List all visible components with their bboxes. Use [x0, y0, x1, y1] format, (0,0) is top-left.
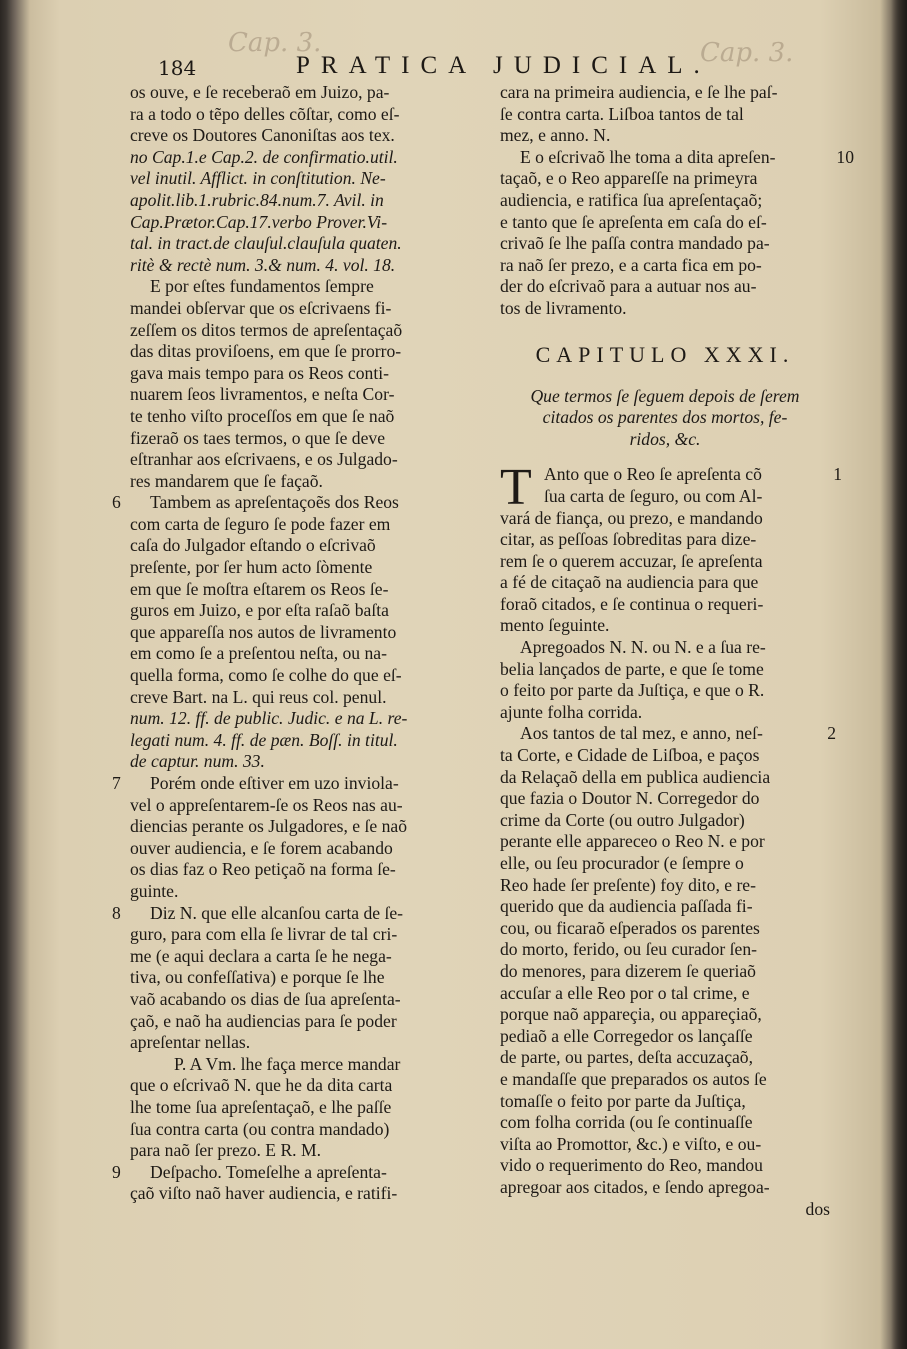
text-line: caſa do Julgador eſtando o eſcrivaõ: [130, 535, 376, 556]
text-line: çaõ viſto naõ haver audiencia, e ratifi-: [130, 1183, 398, 1204]
text-line: foraõ citados, e ſe continua o requeri-: [500, 593, 764, 614]
text-line: vará de fiança, ou prezo, e mandando: [500, 507, 763, 528]
text-line: rem ſe o querem accuzar, ſe apreſenta: [500, 550, 763, 571]
text-line: ta Corte, e Cidade de Liſboa, e paços: [500, 745, 760, 766]
text-line: da Relaçaõ della em publica audiencia: [500, 766, 771, 787]
text-line: mandei obſervar que os eſcrivaens fi-: [130, 297, 392, 318]
text-line: os ouve, e ſe receberaõ em Juizo, pa-: [130, 82, 390, 102]
text-line: creve os Doutores Canoniſtas aos tex.: [130, 125, 395, 146]
text-line: que o eſcrivaõ N. que he da dita carta: [130, 1075, 393, 1096]
chapter-subtitle: ridos, &c.: [629, 428, 701, 449]
text-line: apolit.lib.1.rubric.84.num.7. Avil. in: [130, 189, 384, 210]
catchword: dos: [805, 1198, 830, 1219]
text-line: Apregoados N. N. ou N. e a ſua re-: [520, 637, 766, 658]
text-line: preſente, por ſer hum acto ſòmente: [130, 557, 373, 578]
chapter-subtitle: citados os parentes dos mortos, fe-: [542, 407, 788, 428]
text-line: belia lançados de parte, e que ſe tome: [500, 658, 764, 679]
text-line: zeſſem os ditos termos de apreſentaçaõ: [130, 319, 403, 340]
text-line: vaõ acabando os dias de ſua apreſenta-: [130, 988, 401, 1009]
text-line: ritè & rectè num. 3.& num. 4. vol. 18.: [130, 254, 396, 275]
text-line: accuſar a elle Reo por o tal crime, e: [500, 982, 750, 1003]
margin-number: 2: [827, 723, 836, 744]
text-line: creve Bart. na L. qui reus col. penul.: [130, 686, 387, 707]
text-line: com carta de ſeguro ſe pode fazer em: [130, 513, 391, 534]
text-line: do menores, para dizerem ſe queriaõ: [500, 960, 756, 981]
text-line: tos de livramento.: [500, 297, 627, 318]
text-line: audiencia, e ratifica ſua apreſentaçaõ;: [500, 189, 763, 210]
text-line: vel o appreſentarem-ſe os Reos nas au-: [130, 794, 403, 815]
text-line: tiva, ou confeſſativa) e porque ſe lhe: [130, 967, 385, 988]
text-line: de captur. num. 33.: [130, 751, 265, 772]
margin-number: 8: [112, 902, 121, 923]
right-column: [500, 82, 854, 1220]
drop-cap: T: [500, 459, 532, 517]
text-line: gava mais tempo para os Reos conti-: [130, 362, 389, 383]
text-line: num. 12. ff. de public. Judic. e na L. re-: [130, 708, 408, 729]
left-column: [112, 82, 490, 1205]
text-line: citar, as peſſoas ſobreditas para dize-: [500, 529, 757, 550]
text-line: guinte.: [130, 880, 179, 901]
text-line: te tenho viſto proceſſos em que ſe naõ: [130, 405, 395, 426]
text-line: 6 Tambem as apreſentaçoẽs dos Reos: [112, 492, 399, 513]
page-edge-shadow: [891, 0, 907, 1349]
text-line: ſua carta de ſeguro, ou com Al-: [544, 485, 763, 506]
text-line: elle, ou ſeu procurador (e ſempre o: [500, 853, 744, 873]
text-line: Cap.Prætor.Cap.17.verbo Prover.Vi-: [130, 211, 388, 232]
text-line: fizeraõ os taes termos, o que ſe deve: [130, 427, 386, 448]
text-line: eſtranhar aos eſcrivaens, e os Julgado-: [130, 449, 398, 470]
text-line: e tanto que ſe apreſenta em caſa do eſ-: [500, 211, 767, 232]
text-line: res mandarem que ſe façaõ.: [130, 470, 323, 491]
text-line: mez, e anno. N.: [500, 125, 611, 146]
text-line: diencias perante os Julgadores, e ſe naõ: [130, 816, 407, 837]
text-line: ra naõ ſer prezo, e a carta fica em po-: [500, 254, 762, 275]
text-line: crime da Corte (ou outro Julgador): [500, 809, 745, 830]
margin-number: 1: [833, 464, 842, 485]
text-line: crivaõ ſe lhe paſſa contra mandado pa-: [500, 233, 770, 254]
text-line: nuarem ſeos livramentos, e neſta Cor-: [130, 384, 395, 405]
page-number: 184: [158, 56, 197, 80]
text-line: 9 Deſpacho. Tomeſelhe a apreſenta-: [112, 1161, 387, 1182]
chapter-heading: CAPITULO XXXI.: [535, 341, 795, 367]
text-line: vido o requerimento do Reo, mandou: [500, 1155, 763, 1176]
text-line: Anto que o Reo ſe apreſenta cõ 1: [544, 464, 842, 485]
text-line: mento ſeguinte.: [500, 615, 610, 636]
text-line: apregoar aos citados, e ſendo apregoa-: [500, 1176, 770, 1197]
running-title: PRATICA JUDICIAL.: [296, 52, 711, 79]
text-line: E por eſtes fundamentos ſempre: [150, 276, 374, 297]
text-line: apreſentar nellas.: [130, 1032, 251, 1053]
text-line: em que ſe moſtra eſtarem os Reos ſe-: [130, 578, 389, 599]
text-line: der do eſcrivaõ para a autuar nos au-: [500, 276, 757, 297]
text-line: viſta ao Promottor, &c.) e viſto, e ou-: [500, 1133, 762, 1154]
text-line: com folha corrida (ou ſe continuaſſe: [500, 1112, 753, 1133]
text-line: ra a todo o tẽpo delles cõſtar, como eſ-: [130, 103, 400, 124]
text-line: 8 Diz N. que elle alcanſou carta de ſe-: [112, 902, 404, 923]
text-line: me (e aqui declara a carta ſe he nega-: [130, 945, 392, 966]
text-line: guro, para com ella ſe livrar de tal cri-: [130, 924, 398, 945]
text-line: Aos tantos de tal mez, e anno, neſ- 2: [520, 723, 836, 744]
text-line: quella forma, como ſe colhe do que eſ-: [130, 665, 402, 686]
running-head: [158, 52, 837, 82]
text-line: cou, ou ficaraõ eſperados os parentes: [500, 917, 760, 938]
opening-paragraph: [500, 459, 842, 517]
text-line: perante elle appareceo o Reo N. e por: [500, 831, 765, 852]
text-line: o feito por parte da Juſtiça, e que o R.: [500, 680, 765, 701]
text-line: 7 Porém onde eſtiver em uzo inviola-: [112, 773, 399, 793]
text-line: vel inutil. Afflict. in conſtitution. Ne-: [130, 168, 386, 189]
text-line: para naõ ſer prezo. E R. M.: [130, 1140, 322, 1161]
ghost-marginalia-right: Cap. 3.: [700, 38, 794, 68]
ghost-marginalia-left: Cap. 3.: [228, 28, 322, 58]
text-line: Reo hade ſer preſente) foy dito, e re-: [500, 874, 756, 895]
text-line: legati num. 4. ff. de pæn. Boſſ. in titul.: [130, 729, 398, 750]
chapter-subtitle: Que termos ſe ſeguem depois de ſerem: [530, 385, 800, 406]
text-line: porque naõ appareçia, ou appareçiaõ,: [500, 1004, 762, 1025]
text-line: E o eſcrivaõ lhe toma a dita apreſen- 10: [520, 146, 854, 167]
spacer: [500, 450, 830, 464]
text-line: ſe contra carta. Liſboa tantos de tal: [500, 103, 744, 124]
margin-number: 6: [112, 492, 121, 513]
text-line: os dias faz o Reo petiçaõ na forma ſe-: [130, 859, 396, 880]
text-line: querido que da audiencia paſſada fi-: [500, 896, 753, 917]
text-line: das ditas proviſoens, em que ſe prorro-: [130, 341, 402, 362]
text-line: ajunte folha corrida.: [500, 701, 643, 722]
text-line: P. A Vm. lhe faça merce mandar: [174, 1053, 401, 1074]
text-line: a fé de citaçaõ na audiencia para que: [500, 572, 759, 593]
text-line: lhe tome ſua apreſentaçaõ, e lhe paſſe: [130, 1096, 392, 1117]
text-line: no Cap.1.e Cap.2. de confirmatio.util.: [130, 146, 398, 167]
text-line: guros em Juizo, e por eſta raſaõ baſta: [130, 600, 389, 621]
text-line: çaõ, e naõ ha audiencias para ſe poder: [130, 1010, 397, 1031]
text-line: de parte, ou partes, deſta accuzaçaõ,: [500, 1047, 754, 1068]
text-line: tal. in tract.de clauſul.clauſula quaten.: [130, 233, 402, 254]
text-line: do morto, ferido, ou ſeu curador ſen-: [500, 939, 757, 960]
text-line: ſua contra carta (ou contra mandado): [130, 1118, 390, 1139]
margin-number: 10: [836, 146, 854, 167]
text-line: que appareſſa nos autos de livramento: [130, 621, 397, 642]
text-line: pediaõ a elle Corregedor os lançaſſe: [500, 1025, 753, 1046]
margin-number: 7: [112, 773, 121, 793]
text-line: em como ſe a preſentou neſta, ou na-: [130, 643, 387, 664]
text-line: que fazia o Doutor N. Corregedor do: [500, 788, 760, 809]
margin-number: 9: [112, 1161, 121, 1182]
text-line: taçaõ, e o Reo appareſſe na primeyra: [500, 168, 758, 189]
text-line: e mandaſſe que preparados os autos ſe: [500, 1068, 767, 1089]
text-line: ouver audiencia, e ſe forem acabando: [130, 837, 393, 858]
text-line: tomaſſe o feito por parte da Juſtiça,: [500, 1090, 746, 1111]
text-line: cara na primeira audiencia, e ſe lhe paſ-: [500, 82, 778, 102]
